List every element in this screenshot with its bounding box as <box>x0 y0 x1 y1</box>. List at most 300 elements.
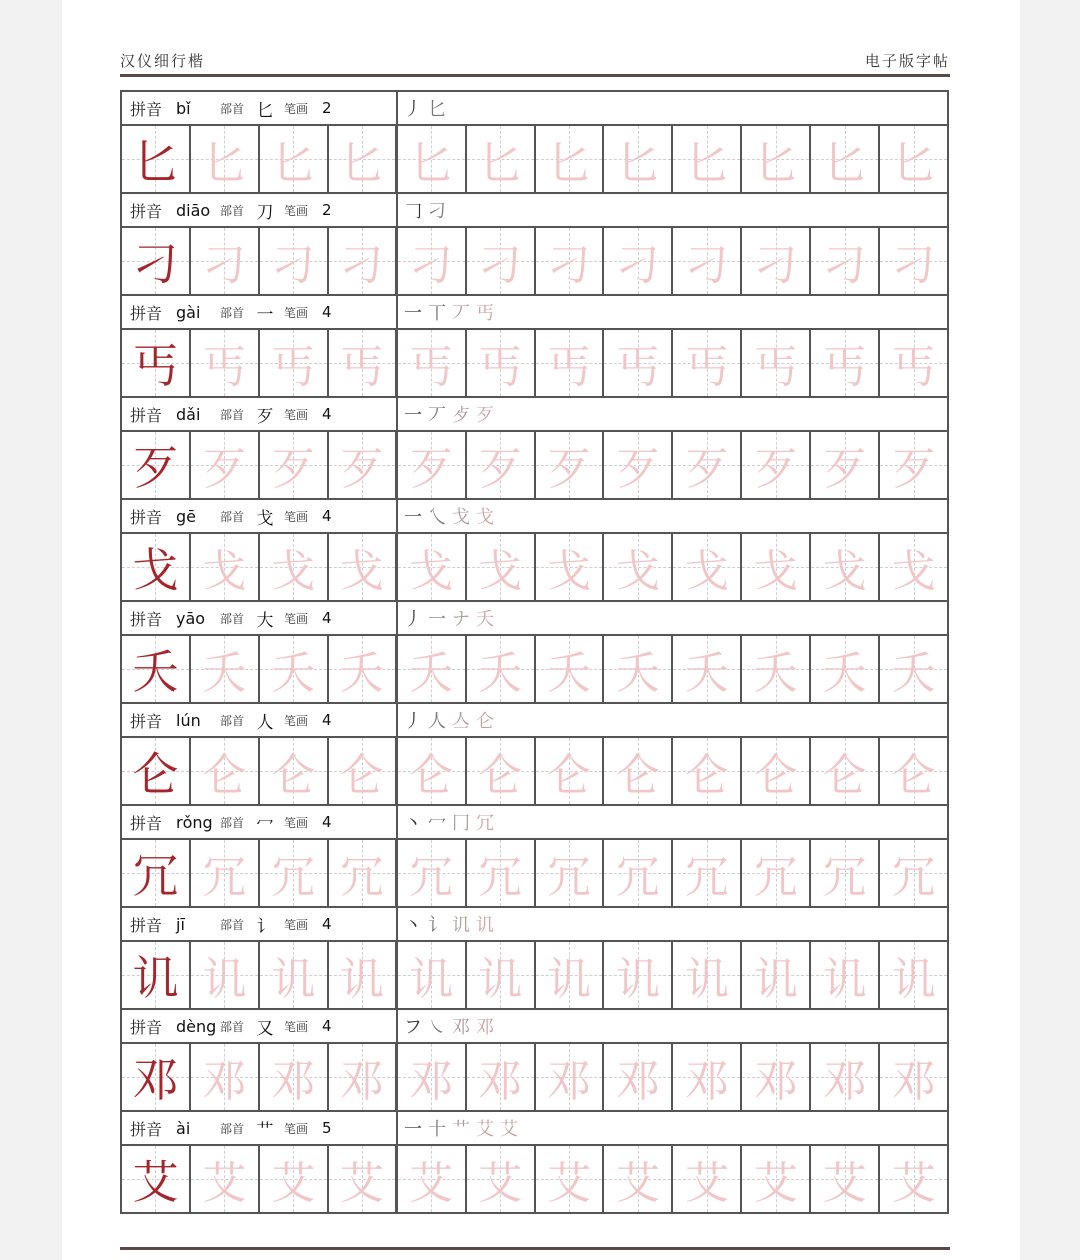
trace-character: 邓 <box>684 1056 729 1107</box>
radical-label: 部首 <box>220 203 245 218</box>
trace-character: 邓 <box>615 1056 660 1107</box>
trace-character-cell <box>880 228 949 294</box>
trace-character: 仑 <box>546 750 591 801</box>
trace-character-cell <box>467 432 536 498</box>
character-entry <box>120 1112 949 1214</box>
trace-character: 匕 <box>684 138 729 189</box>
trace-character: 仑 <box>271 750 316 801</box>
trace-character-cell <box>880 1146 949 1212</box>
trace-character-cell <box>880 432 949 498</box>
trace-character-cell <box>536 1044 605 1110</box>
entry-meta <box>122 1010 398 1042</box>
practice-grid <box>120 432 949 500</box>
trace-character-cell <box>329 738 398 804</box>
trace-character: 戈 <box>409 546 454 597</box>
strokes-label: 笔画 <box>284 203 309 218</box>
trace-character-cell <box>880 330 949 396</box>
practice-grid <box>120 330 949 398</box>
stroke-step: 戈 <box>452 507 476 528</box>
trace-character: 戈 <box>478 546 523 597</box>
model-character-cell <box>122 330 191 396</box>
stroke-order <box>398 95 947 121</box>
trace-character-cell <box>260 738 329 804</box>
trace-character-cell <box>604 534 673 600</box>
font-name: 汉仪细行楷 <box>120 51 206 70</box>
pinyin-label: 拼音 <box>130 99 163 119</box>
trace-character-cell <box>673 126 742 192</box>
stroke-step: 一 <box>428 609 452 630</box>
model-character: 夭 <box>132 645 179 699</box>
model-character: 仑 <box>132 747 179 801</box>
trace-character: 匕 <box>339 138 384 189</box>
trace-character: 夭 <box>753 648 798 699</box>
practice-grid <box>120 840 949 908</box>
entry-meta <box>122 194 398 226</box>
radical-label: 部首 <box>220 713 245 728</box>
pinyin-label: 拼音 <box>130 201 163 221</box>
trace-character: 匕 <box>271 138 316 189</box>
trace-character: 夭 <box>684 648 729 699</box>
entry-info-row <box>120 194 949 228</box>
stroke-order <box>398 503 947 529</box>
practice-grid <box>120 534 949 602</box>
stroke-count: 2 <box>322 201 332 219</box>
radical-value: 人 <box>256 712 274 733</box>
trace-character: 戈 <box>202 546 247 597</box>
trace-character: 冗 <box>271 852 316 903</box>
entry-meta <box>122 602 398 634</box>
practice-grid <box>120 636 949 704</box>
trace-character-cell <box>398 330 467 396</box>
stroke-order <box>398 911 947 937</box>
trace-character-cell <box>880 126 949 192</box>
pinyin-label: 拼音 <box>130 405 163 425</box>
stroke-step: フ <box>404 1017 428 1038</box>
stroke-count: 2 <box>322 99 332 117</box>
entry-meta <box>122 1112 398 1144</box>
stroke-step: 艾 <box>500 1119 524 1140</box>
stroke-order <box>398 1013 947 1039</box>
trace-character: 艾 <box>546 1158 591 1209</box>
pinyin-value: jī <box>176 914 185 934</box>
model-character-cell <box>122 738 191 804</box>
trace-character: 艾 <box>271 1158 316 1209</box>
trace-character-cell <box>604 1044 673 1110</box>
stroke-step: 冂 <box>452 813 476 834</box>
model-character: 歹 <box>132 441 179 495</box>
model-character-cell <box>122 1044 191 1110</box>
trace-character: 夭 <box>409 648 454 699</box>
trace-character-cell <box>742 738 811 804</box>
stroke-step: 丶 <box>404 915 428 936</box>
trace-character-cell <box>260 228 329 294</box>
page-header <box>120 48 950 72</box>
trace-character: 仑 <box>202 750 247 801</box>
trace-character: 艾 <box>615 1158 660 1209</box>
trace-character: 邓 <box>822 1056 867 1107</box>
pinyin-label: 拼音 <box>130 1119 163 1139</box>
trace-character-cell <box>811 228 880 294</box>
strokes-label: 笔画 <box>284 1019 309 1034</box>
trace-character: 邓 <box>409 1056 454 1107</box>
trace-character-cell <box>260 840 329 906</box>
pinyin-label: 拼音 <box>130 303 163 323</box>
trace-character: 邓 <box>891 1056 936 1107</box>
character-entry <box>120 92 949 194</box>
trace-character-cell <box>329 432 398 498</box>
trace-character-cell <box>604 1146 673 1212</box>
model-character-cell <box>122 432 191 498</box>
trace-character: 邓 <box>271 1056 316 1107</box>
trace-character: 刁 <box>202 240 247 291</box>
stroke-step: 丆 <box>428 405 452 426</box>
trace-character: 匕 <box>202 138 247 189</box>
trace-character-cell <box>398 636 467 702</box>
trace-character: 冗 <box>409 852 454 903</box>
pinyin-value: dèng <box>176 1016 217 1036</box>
trace-character: 歹 <box>409 444 454 495</box>
trace-character-cell <box>260 432 329 498</box>
stroke-step: 一 <box>404 303 428 324</box>
trace-character: 艾 <box>202 1158 247 1209</box>
trace-character: 艾 <box>339 1158 384 1209</box>
trace-character: 冗 <box>615 852 660 903</box>
trace-character: 仑 <box>684 750 729 801</box>
stroke-count: 4 <box>322 609 332 627</box>
trace-character: 歹 <box>753 444 798 495</box>
stroke-step: 丅 <box>428 303 452 324</box>
trace-character-cell <box>398 942 467 1008</box>
trace-character: 戈 <box>271 546 316 597</box>
radical-label: 部首 <box>220 101 245 116</box>
stroke-step: 十 <box>428 1119 452 1140</box>
stroke-step: 邓 <box>452 1017 476 1038</box>
stroke-step: 𠃌 <box>404 201 428 222</box>
trace-character: 仑 <box>478 750 523 801</box>
trace-character-cell <box>329 534 398 600</box>
trace-character-cell <box>191 942 260 1008</box>
trace-character-cell <box>811 636 880 702</box>
trace-character-cell <box>260 636 329 702</box>
strokes-label: 笔画 <box>284 815 309 830</box>
trace-character-cell <box>191 738 260 804</box>
trace-character-cell <box>467 228 536 294</box>
trace-character: 歹 <box>615 444 660 495</box>
trace-character: 仑 <box>822 750 867 801</box>
trace-character: 刁 <box>409 240 454 291</box>
trace-character-cell <box>191 126 260 192</box>
trace-character-cell <box>536 432 605 498</box>
trace-character: 匕 <box>891 138 936 189</box>
pinyin-label: 拼音 <box>130 915 163 935</box>
model-character: 艾 <box>132 1155 179 1209</box>
trace-character-cell <box>398 1146 467 1212</box>
strokes-label: 笔画 <box>284 101 309 116</box>
trace-character-cell <box>811 942 880 1008</box>
trace-character-cell <box>191 228 260 294</box>
booklet-title: 电子版字帖 <box>864 51 950 70</box>
trace-character-cell <box>329 1044 398 1110</box>
trace-character: 歹 <box>202 444 247 495</box>
trace-character: 戈 <box>753 546 798 597</box>
trace-character: 歹 <box>339 444 384 495</box>
trace-character-cell <box>329 126 398 192</box>
trace-character: 丐 <box>271 342 316 393</box>
stroke-step: 戈 <box>476 507 500 528</box>
trace-character-cell <box>329 942 398 1008</box>
character-entry <box>120 194 949 296</box>
trace-character: 讥 <box>339 954 384 1005</box>
entry-info-row <box>120 92 949 126</box>
practice-grid <box>120 1146 949 1214</box>
trace-character: 匕 <box>822 138 867 189</box>
trace-character-cell <box>398 126 467 192</box>
trace-character-cell <box>742 1146 811 1212</box>
trace-character-cell <box>467 636 536 702</box>
trace-character: 邓 <box>202 1056 247 1107</box>
model-character: 冗 <box>132 849 179 903</box>
trace-character-cell <box>811 534 880 600</box>
stroke-count: 4 <box>322 405 332 423</box>
entry-meta <box>122 704 398 736</box>
stroke-step: 人 <box>428 711 452 732</box>
pinyin-value: rǒng <box>176 812 213 832</box>
pinyin-value: diāo <box>176 200 211 220</box>
trace-character-cell <box>467 126 536 192</box>
character-entry <box>120 806 949 908</box>
trace-character: 邓 <box>753 1056 798 1107</box>
trace-character: 匕 <box>409 138 454 189</box>
stroke-step: 冗 <box>476 813 500 834</box>
trace-character: 仑 <box>409 750 454 801</box>
trace-character-cell <box>880 738 949 804</box>
entry-info-row <box>120 806 949 840</box>
stroke-count: 4 <box>322 813 332 831</box>
trace-character-cell <box>398 738 467 804</box>
trace-character-cell <box>467 738 536 804</box>
character-entry <box>120 296 949 398</box>
trace-character-cell <box>673 1146 742 1212</box>
trace-character-cell <box>536 738 605 804</box>
trace-character-cell <box>604 942 673 1008</box>
trace-character-cell <box>536 330 605 396</box>
trace-character: 讥 <box>822 954 867 1005</box>
radical-label: 部首 <box>220 917 245 932</box>
trace-character: 艾 <box>478 1158 523 1209</box>
model-character: 丐 <box>132 339 179 393</box>
radical-value: 一 <box>256 304 274 325</box>
trace-character: 丐 <box>339 342 384 393</box>
trace-character: 歹 <box>822 444 867 495</box>
model-character-cell <box>122 228 191 294</box>
trace-character-cell <box>329 1146 398 1212</box>
stroke-count: 4 <box>322 303 332 321</box>
model-character-cell <box>122 534 191 600</box>
trace-character: 夭 <box>891 648 936 699</box>
radical-label: 部首 <box>220 509 245 524</box>
trace-character: 刁 <box>546 240 591 291</box>
trace-character-cell <box>742 534 811 600</box>
strokes-label: 笔画 <box>284 917 309 932</box>
trace-character-cell <box>811 1044 880 1110</box>
trace-character-cell <box>811 126 880 192</box>
stroke-order <box>398 605 947 631</box>
stroke-step: 丿 <box>404 609 428 630</box>
stroke-step: ナ <box>452 609 476 630</box>
entry-meta <box>122 908 398 940</box>
trace-character: 讥 <box>684 954 729 1005</box>
trace-character-cell <box>811 840 880 906</box>
entry-info-row <box>120 602 949 636</box>
trace-character-cell <box>260 942 329 1008</box>
trace-character: 戈 <box>339 546 384 597</box>
character-entry <box>120 602 949 704</box>
trace-character-cell <box>260 126 329 192</box>
trace-character: 戈 <box>684 546 729 597</box>
model-character: 邓 <box>132 1053 179 1107</box>
stroke-step: 亼 <box>452 711 476 732</box>
trace-character-cell <box>536 942 605 1008</box>
radical-value: 匕 <box>256 100 274 121</box>
entry-meta <box>122 398 398 430</box>
trace-character: 邓 <box>339 1056 384 1107</box>
trace-character: 歹 <box>546 444 591 495</box>
stroke-step: 邓 <box>476 1017 500 1038</box>
trace-character: 歹 <box>271 444 316 495</box>
pinyin-value: lún <box>176 710 201 730</box>
trace-character-cell <box>191 840 260 906</box>
trace-character: 戈 <box>891 546 936 597</box>
trace-character: 艾 <box>409 1158 454 1209</box>
stroke-order <box>398 299 947 325</box>
radical-value: 讠 <box>256 916 274 937</box>
trace-character-cell <box>467 330 536 396</box>
trace-character: 仑 <box>339 750 384 801</box>
stroke-step: 歹 <box>476 405 500 426</box>
pinyin-value: bǐ <box>176 98 191 118</box>
trace-character-cell <box>673 534 742 600</box>
trace-character-cell <box>673 330 742 396</box>
trace-character: 讥 <box>478 954 523 1005</box>
trace-character-cell <box>398 534 467 600</box>
pinyin-value: gài <box>176 302 201 322</box>
trace-character-cell <box>398 228 467 294</box>
trace-character-cell <box>467 1044 536 1110</box>
trace-character: 匕 <box>753 138 798 189</box>
practice-grid <box>120 126 949 194</box>
radical-label: 部首 <box>220 611 245 626</box>
stroke-step: 仑 <box>476 711 500 732</box>
trace-character-cell <box>536 1146 605 1212</box>
trace-character-cell <box>191 636 260 702</box>
trace-character-cell <box>604 228 673 294</box>
trace-character-cell <box>329 636 398 702</box>
entry-meta <box>122 296 398 328</box>
trace-character: 仑 <box>891 750 936 801</box>
trace-character-cell <box>742 330 811 396</box>
stroke-step: 丿 <box>404 99 428 120</box>
stroke-step: 丶 <box>404 813 428 834</box>
radical-label: 部首 <box>220 815 245 830</box>
trace-character-cell <box>742 432 811 498</box>
trace-character-cell <box>398 1044 467 1110</box>
trace-character: 冗 <box>202 852 247 903</box>
radical-label: 部首 <box>220 1121 245 1136</box>
trace-character: 夭 <box>202 648 247 699</box>
footer-rule <box>120 1247 950 1250</box>
practice-grid <box>120 1044 949 1112</box>
trace-character: 冗 <box>339 852 384 903</box>
pinyin-label: 拼音 <box>130 711 163 731</box>
trace-character: 夭 <box>822 648 867 699</box>
trace-character: 讥 <box>615 954 660 1005</box>
stroke-step: 艹 <box>452 1119 476 1140</box>
trace-character-cell <box>880 840 949 906</box>
trace-character-cell <box>673 840 742 906</box>
model-character: 匕 <box>132 135 179 189</box>
trace-character: 丐 <box>202 342 247 393</box>
trace-character-cell <box>604 432 673 498</box>
trace-character: 冗 <box>684 852 729 903</box>
stroke-step: 歺 <box>452 405 476 426</box>
trace-character-cell <box>811 738 880 804</box>
trace-character: 丐 <box>684 342 729 393</box>
trace-character: 冗 <box>546 852 591 903</box>
stroke-count: 4 <box>322 507 332 525</box>
trace-character-cell <box>191 1146 260 1212</box>
trace-character-cell <box>260 534 329 600</box>
model-character-cell <box>122 126 191 192</box>
stroke-count: 4 <box>322 711 332 729</box>
character-entry <box>120 398 949 500</box>
trace-character-cell <box>604 840 673 906</box>
model-character: 戈 <box>132 543 179 597</box>
trace-character: 丐 <box>478 342 523 393</box>
entry-info-row <box>120 908 949 942</box>
trace-character-cell <box>467 534 536 600</box>
trace-character-cell <box>742 942 811 1008</box>
trace-character: 刁 <box>271 240 316 291</box>
trace-character-cell <box>742 636 811 702</box>
character-entry <box>120 500 949 602</box>
trace-character: 讥 <box>891 954 936 1005</box>
model-character: 刁 <box>132 237 179 291</box>
pinyin-value: dǎi <box>176 404 201 424</box>
stroke-order <box>398 809 947 835</box>
trace-character: 艾 <box>684 1158 729 1209</box>
stroke-count: 4 <box>322 915 332 933</box>
trace-character-cell <box>604 636 673 702</box>
trace-character: 刁 <box>615 240 660 291</box>
trace-character: 歹 <box>478 444 523 495</box>
trace-character: 丐 <box>753 342 798 393</box>
trace-character-cell <box>536 534 605 600</box>
trace-character-cell <box>536 840 605 906</box>
radical-value: 刀 <box>256 202 274 223</box>
strokes-label: 笔画 <box>284 407 309 422</box>
trace-character: 仑 <box>753 750 798 801</box>
stroke-step: ㇏ <box>428 1017 452 1038</box>
entry-info-row <box>120 1112 949 1146</box>
stroke-step: 乀 <box>428 507 452 528</box>
entry-info-row <box>120 1010 949 1044</box>
entry-meta <box>122 806 398 838</box>
trace-character-cell <box>398 432 467 498</box>
trace-character-cell <box>673 432 742 498</box>
trace-character-cell <box>398 840 467 906</box>
trace-character: 丐 <box>546 342 591 393</box>
model-character-cell <box>122 840 191 906</box>
